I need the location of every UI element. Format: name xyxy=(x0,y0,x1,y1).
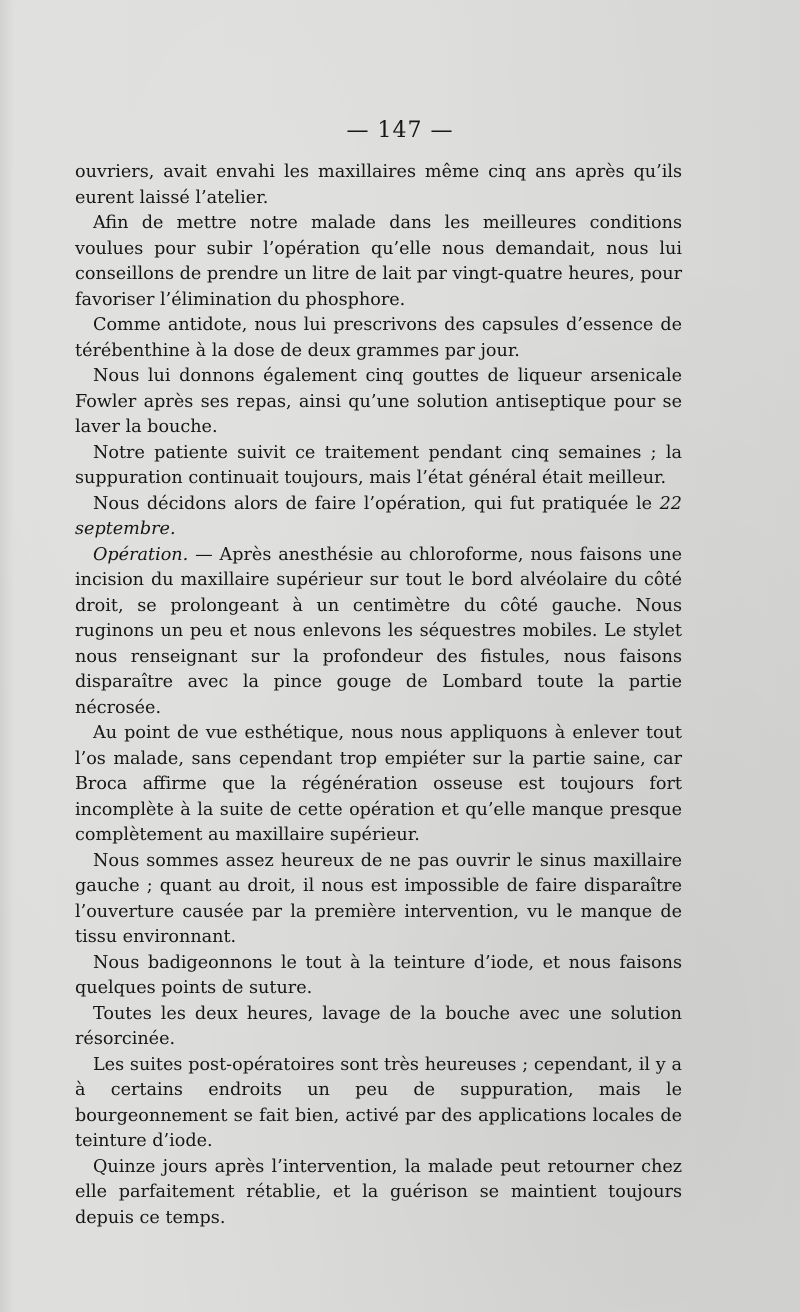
paragraph-text: Comme antidote, nous lui prescrivons des capsules d’essence de térébenthine à la dose de deux grammes par jour. xyxy=(75,315,682,361)
paragraph-text: Les suites post-opératoires sont très heureuses ; cependant, il y a à certains endroits un peu de suppuration, mais le bourgeonnement se fait bien, activé par des applications locales de teinture d’iode. xyxy=(75,1054,682,1151)
paragraph-text: — Après anesthésie au chloroforme, nous faisons une incision du maxillaire supérieur sur tout le bord alvéolaire du côté droit, se prolongeant à un centimètre du côté gauche. Nous ruginons un peu et nous enlevons les séquestres mobiles. Le stylet nous renseignant sur la profondeur des fistules, nous faisons disparaître avec la pince gouge de Lombard toute la partie nécrosée. xyxy=(75,544,682,718)
paragraph-text: Nous lui donnons également cinq gouttes de liqueur arsenicale Fowler après ses repas, ainsi qu’une solution antiseptique pour se laver la bouche. xyxy=(75,366,682,437)
paragraph xyxy=(75,160,682,211)
paragraph xyxy=(75,721,682,849)
paragraph-text: Toutes les deux heures, lavage de la bouche avec une solution résorcinée. xyxy=(75,1003,682,1049)
paragraph xyxy=(75,1053,682,1155)
paragraph-text: Nous sommes assez heureux de ne pas ouvrir le sinus maxillaire gauche ; quant au droit, il nous est impossible de faire disparaître l’ouverture causée par la première intervention, vu le manque de tissu environnant. xyxy=(75,850,682,947)
paragraph-text: Au point de vue esthétique, nous nous appliquons à enlever tout l’os malade, sans cependant trop empiéter sur la partie saine, car Broca affirme que la régénération osseuse est toujours fort incomplète à la suite de cette opération et qu’elle manque presque complètement au maxillaire supérieur. xyxy=(75,723,682,845)
paragraph xyxy=(75,492,682,543)
paragraph xyxy=(75,211,682,313)
paragraph xyxy=(75,441,682,492)
paragraph-text: Nous décidons alors de faire l’opération, qui fut pratiquée le xyxy=(93,493,653,514)
paragraph xyxy=(75,313,682,364)
paragraph xyxy=(75,1155,682,1232)
paragraph-text: Nous badigeonnons le tout à la teinture d’iode, et nous faisons quelques points de suture. xyxy=(75,952,682,998)
paragraph xyxy=(75,951,682,1002)
date-italic: 22 septembre. xyxy=(75,493,682,539)
paragraph-text: Notre patiente suivit ce traitement pendant cinq semaines ; la suppuration continuait toujours, mais l’état général était meilleur. xyxy=(75,442,682,488)
paragraph xyxy=(75,849,682,951)
paragraph xyxy=(75,1002,682,1053)
section-label-italic: Opération. xyxy=(93,544,189,565)
body-text xyxy=(75,160,682,1231)
paragraph-text: Afin de mettre notre malade dans les meilleures conditions voulues pour subir l’opération qu’elle nous demandait, nous lui conseillons de prendre un litre de lait par vingt-quatre heures, pour favoriser l’élimination du phosphore. xyxy=(75,213,682,310)
paragraph-text: ouvriers, avait envahi les maxillaires même cinq ans après qu’ils eurent laissé l’atelier. xyxy=(75,162,682,208)
paragraph xyxy=(75,543,682,722)
paragraph-text: Quinze jours après l’intervention, la malade peut retourner chez elle parfaitement rétablie, et la guérison se maintient toujours depuis ce temps. xyxy=(75,1156,682,1228)
paragraph xyxy=(75,364,682,441)
page-number: — 147 — xyxy=(346,118,454,143)
